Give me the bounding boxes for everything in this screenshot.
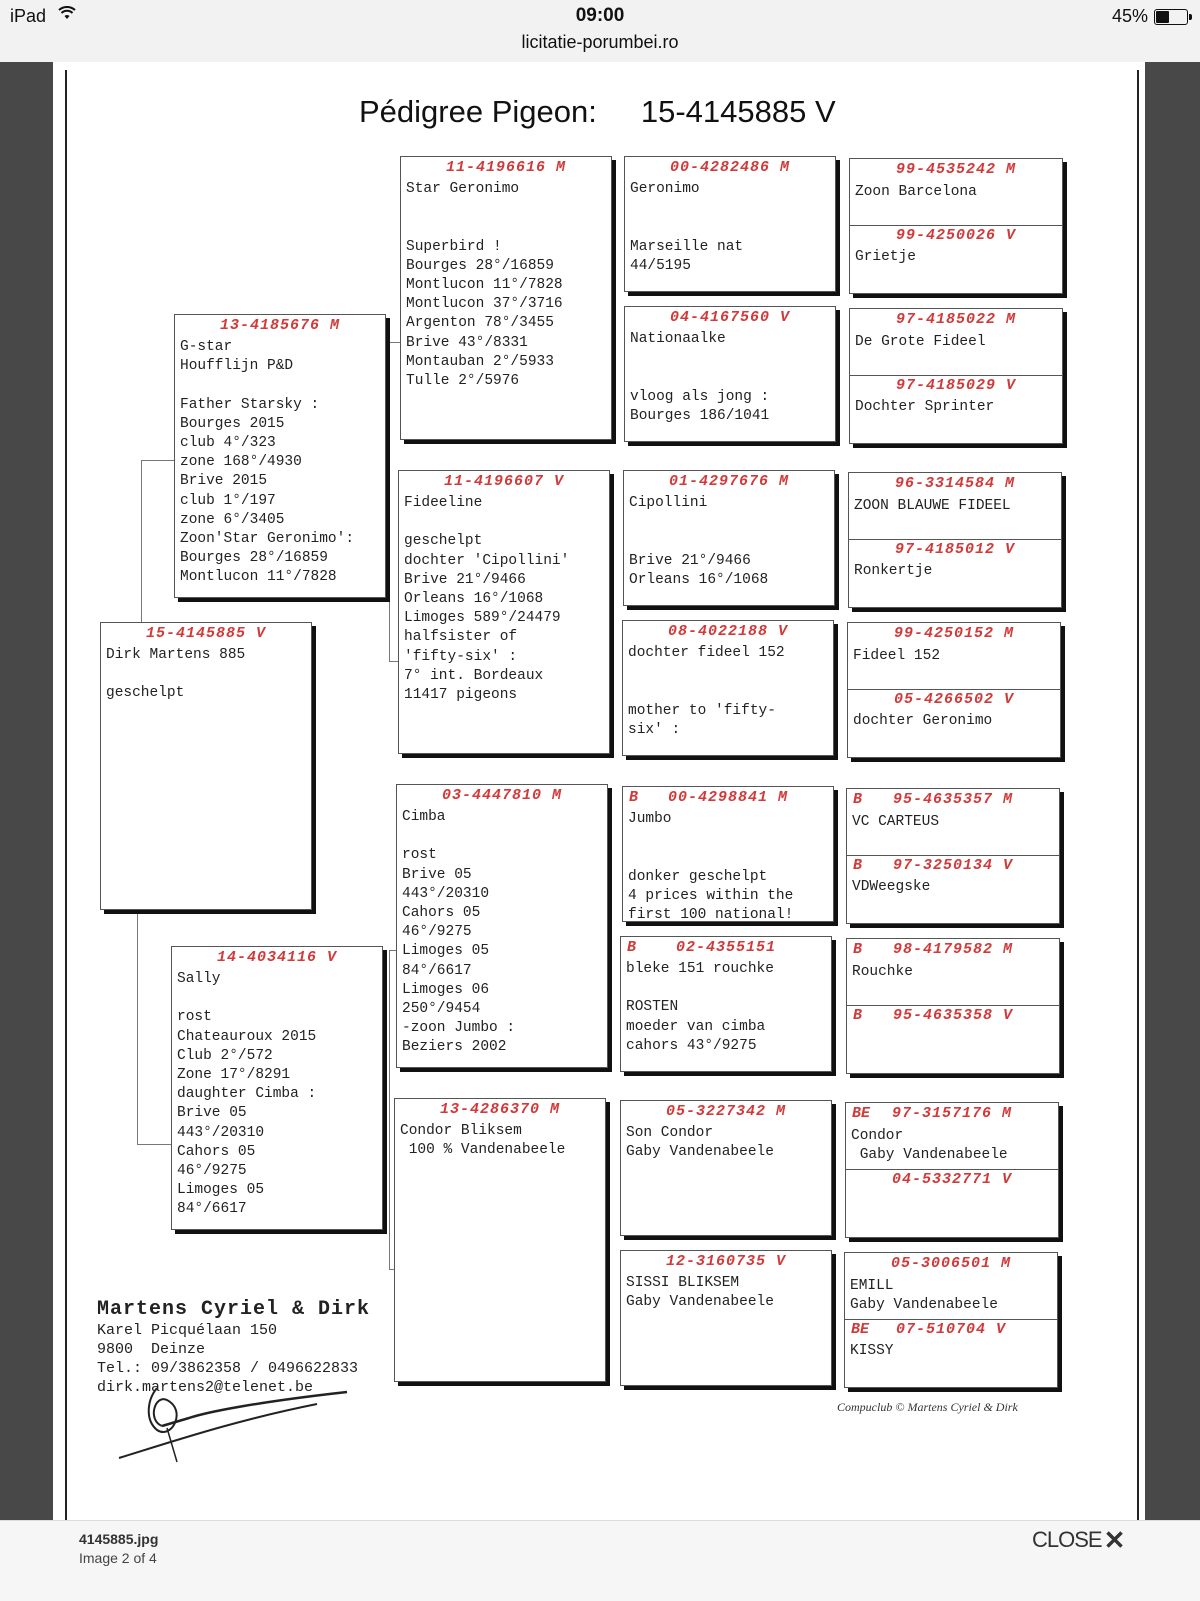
box-text: EMILL Gaby Vandenabeele — [850, 1278, 998, 1314]
box-text: Fideeline geschelpt dochter 'Cipollini' Brive 21°/9466 Orleans 16°/1068 Limoges 589°/24479 halfsister of 'fifty-six' : 7° int. Bordeaux 11417 pigeons — [404, 495, 570, 704]
copyright-note: Compuclub © Martens Cyriel & Dirk — [837, 1400, 1018, 1414]
country-prefix: B — [627, 939, 637, 956]
ring-number: 00-4298841 M — [667, 789, 789, 806]
battery-percent: 45% — [1111, 6, 1148, 26]
signature — [117, 1380, 377, 1470]
box-text: Nationaalke vloog als jong : Bourges 186/1041 — [630, 331, 770, 424]
ring-number: 97-4185012 V — [894, 541, 1016, 558]
divider — [850, 225, 1062, 226]
country-prefix: BE — [852, 1105, 871, 1122]
pedigree-box-gen4-5 — [846, 788, 1060, 924]
ring-number: 07-510704 V — [895, 1321, 1007, 1338]
box-text: Jumbo donker geschelpt 4 prices within the first 100 national! — [628, 811, 794, 922]
pedigree-box-subject — [100, 622, 312, 910]
divider — [847, 1005, 1059, 1006]
pedigree-box-gen3-1 — [624, 156, 836, 292]
ring-number: 99-4535242 M — [895, 161, 1017, 178]
box-text: Rouchke — [852, 964, 913, 980]
divider — [849, 539, 1061, 540]
ring-number: 05-3227342 M — [665, 1103, 787, 1120]
box-text: Dirk Martens 885 geschelpt — [106, 647, 246, 702]
title-label: Pédigree Pigeon: — [359, 94, 597, 129]
ring-number: 02-4355151 — [675, 939, 776, 956]
ring-number: 97-4185022 M — [895, 311, 1017, 328]
box-text: Grietje — [855, 249, 916, 265]
ring-number: 04-4167560 V — [669, 309, 791, 326]
box-text: KISSY — [850, 1343, 894, 1359]
ring-number: 15-4145885 V — [145, 625, 267, 642]
box-text: SISSI BLIKSEM Gaby Vandenabeele — [626, 1275, 774, 1311]
ring-number: 12-3160735 V — [665, 1253, 787, 1270]
divider — [848, 689, 1060, 690]
box-text: VC CARTEUS — [852, 814, 940, 830]
country-prefix: B — [853, 857, 863, 874]
ring-number: 96-3314584 M — [894, 475, 1016, 492]
owner-name: Martens Cyriel & Dirk — [97, 1298, 371, 1321]
pedigree-box-father — [174, 314, 386, 598]
owner-city: 9800 Deinze — [97, 1341, 206, 1358]
pedigree-box-gen3-6 — [620, 936, 832, 1072]
box-text: De Grote Fideel — [855, 334, 986, 350]
pedigree-box-gen3-2 — [624, 306, 836, 442]
ring-number: 05-4266502 V — [893, 691, 1015, 708]
ring-number: 00-4282486 M — [669, 159, 791, 176]
page-url[interactable]: licitatie-porumbei.ro — [521, 32, 679, 52]
country-prefix: B — [853, 791, 863, 808]
pedigree-box-grandsire-maternal — [396, 784, 608, 1068]
page-title — [359, 94, 836, 130]
close-x-icon: ✕ — [1103, 1525, 1125, 1555]
box-text: Fideel 152 — [853, 648, 941, 664]
pedigree-box-grandsire-paternal — [400, 156, 612, 440]
box-text: Ronkertje — [854, 563, 933, 579]
ring-number: 01-4297676 M — [668, 473, 790, 490]
box-text: ZOON BLAUWE FIDEEL — [854, 498, 1011, 514]
ring-number: 11-4196607 V — [443, 473, 565, 490]
ring-number: 97-3250134 V — [892, 857, 1014, 874]
country-prefix: B — [853, 1007, 863, 1024]
box-text: Condor Gaby Vandenabeele — [851, 1128, 1008, 1164]
pedigree-box-gen3-5 — [622, 786, 834, 922]
ring-number: 99-4250026 V — [895, 227, 1017, 244]
divider — [845, 1319, 1057, 1320]
ring-number: 04-5332771 V — [891, 1171, 1013, 1188]
image-filename: 4145885.jpg — [79, 1531, 159, 1547]
box-text: dochter fideel 152 mother to 'fifty- six' : — [628, 645, 785, 738]
ring-number: 97-3157176 M — [891, 1105, 1013, 1122]
box-text: Cimba rost Brive 05 443°/20310 Cahors 05 46°/9275 Limoges 05 84°/6617 Limoges 06 250°/9454 -zoon Jumbo : Beziers 2002 — [402, 809, 516, 1056]
box-text: Dochter Sprinter — [855, 399, 995, 415]
pedigree-sheet — [65, 70, 1139, 1540]
pedigree-box-granddam-maternal — [394, 1098, 606, 1382]
close-button[interactable] — [1032, 1525, 1124, 1556]
country-prefix: B — [629, 789, 639, 806]
pedigree-box-gen4-1 — [849, 158, 1063, 294]
owner-address: Karel Picquélaan 150 — [97, 1322, 278, 1339]
close-label: CLOSE — [1032, 1527, 1102, 1552]
ring-number: 14-4034116 V — [216, 949, 338, 966]
box-text: dochter Geronimo — [853, 713, 993, 729]
box-text: VDWeegske — [852, 879, 931, 895]
divider — [850, 375, 1062, 376]
divider — [847, 855, 1059, 856]
country-prefix: B — [853, 941, 863, 958]
box-text: G-star Houfflijn P&D Father Starsky : Bourges 2015 club 4°/323 zone 168°/4930 Brive 2015 club 1°/197 zone 6°/3405 Zoon'Star Geronimo': Bourges 28°/16859 Montlucon 11°/7828 — [180, 339, 355, 586]
divider — [846, 1169, 1058, 1170]
pedigree-box-gen3-8 — [620, 1250, 832, 1386]
pedigree-box-gen3-7 — [620, 1100, 832, 1236]
ring-number: 11-4196616 M — [445, 159, 567, 176]
ring-number: 97-4185029 V — [895, 377, 1017, 394]
battery-icon — [1154, 9, 1188, 25]
pedigree-box-mother — [171, 946, 383, 1230]
pedigree-box-gen4-3 — [848, 472, 1062, 608]
pedigree-box-gen3-3 — [623, 470, 835, 606]
ios-status-bar — [0, 0, 1200, 63]
image-counter: Image 2 of 4 — [79, 1550, 157, 1566]
box-text: Star Geronimo Superbird ! Bourges 28°/16859 Montlucon 11°/7828 Montlucon 37°/3716 Argenton 78°/3455 Brive 43°/8331 Montauban 2°/5933 Tulle 2°/5976 — [406, 181, 563, 390]
ring-number: 13-4286370 M — [439, 1101, 561, 1118]
pedigree-box-granddam-paternal — [398, 470, 610, 754]
pedigree-box-gen3-4 — [622, 620, 834, 756]
box-text: Zoon Barcelona — [855, 184, 977, 200]
clock: 09:00 — [575, 5, 625, 26]
box-text: bleke 151 rouchke ROSTEN moeder van cimba cahors 43°/9275 — [626, 961, 774, 1054]
connector-mother — [137, 914, 172, 1145]
device-name: iPad — [10, 6, 47, 26]
title-ring: 15-4145885 V — [640, 94, 836, 129]
ring-number: 98-4179582 M — [892, 941, 1014, 958]
ring-number: 03-4447810 M — [441, 787, 563, 804]
viewer-bottom-bar — [0, 1520, 1200, 1601]
box-text: Son Condor Gaby Vandenabeele — [626, 1125, 774, 1161]
ring-number: 95-4635358 V — [892, 1007, 1014, 1024]
pedigree-box-gen4-7 — [845, 1102, 1059, 1238]
pedigree-box-gen4-4 — [847, 622, 1061, 758]
pedigree-box-gen4-6 — [846, 938, 1060, 1074]
box-text: Geronimo Marseille nat 44/5195 — [630, 181, 744, 274]
owner-phone: Tel.: 09/3862358 / 0496622833 — [97, 1360, 359, 1377]
country-prefix: BE — [851, 1321, 870, 1338]
box-text: Sally rost Chateauroux 2015 Club 2°/572 Zone 17°/8291 daughter Cimba : Brive 05 443°/20310 Cahors 05 46°/9275 Limoges 05 84°/6617 — [177, 971, 317, 1218]
connector-father — [141, 460, 175, 629]
ring-number: 13-4185676 M — [219, 317, 341, 334]
box-text: Condor Bliksem 100 % Vandenabeele — [400, 1123, 566, 1159]
pedigree-box-gen4-8 — [844, 1252, 1058, 1388]
ring-number: 05-3006501 M — [890, 1255, 1012, 1272]
ring-number: 08-4022188 V — [667, 623, 789, 640]
pedigree-image — [53, 62, 1145, 1566]
pedigree-box-gen4-2 — [849, 308, 1063, 444]
ring-number: 95-4635357 M — [892, 791, 1014, 808]
ring-number: 99-4250152 M — [893, 625, 1015, 642]
owner-email: dirk.martens2@telenet.be — [97, 1379, 314, 1396]
box-text: Cipollini Brive 21°/9466 Orleans 16°/1068 — [629, 495, 769, 588]
